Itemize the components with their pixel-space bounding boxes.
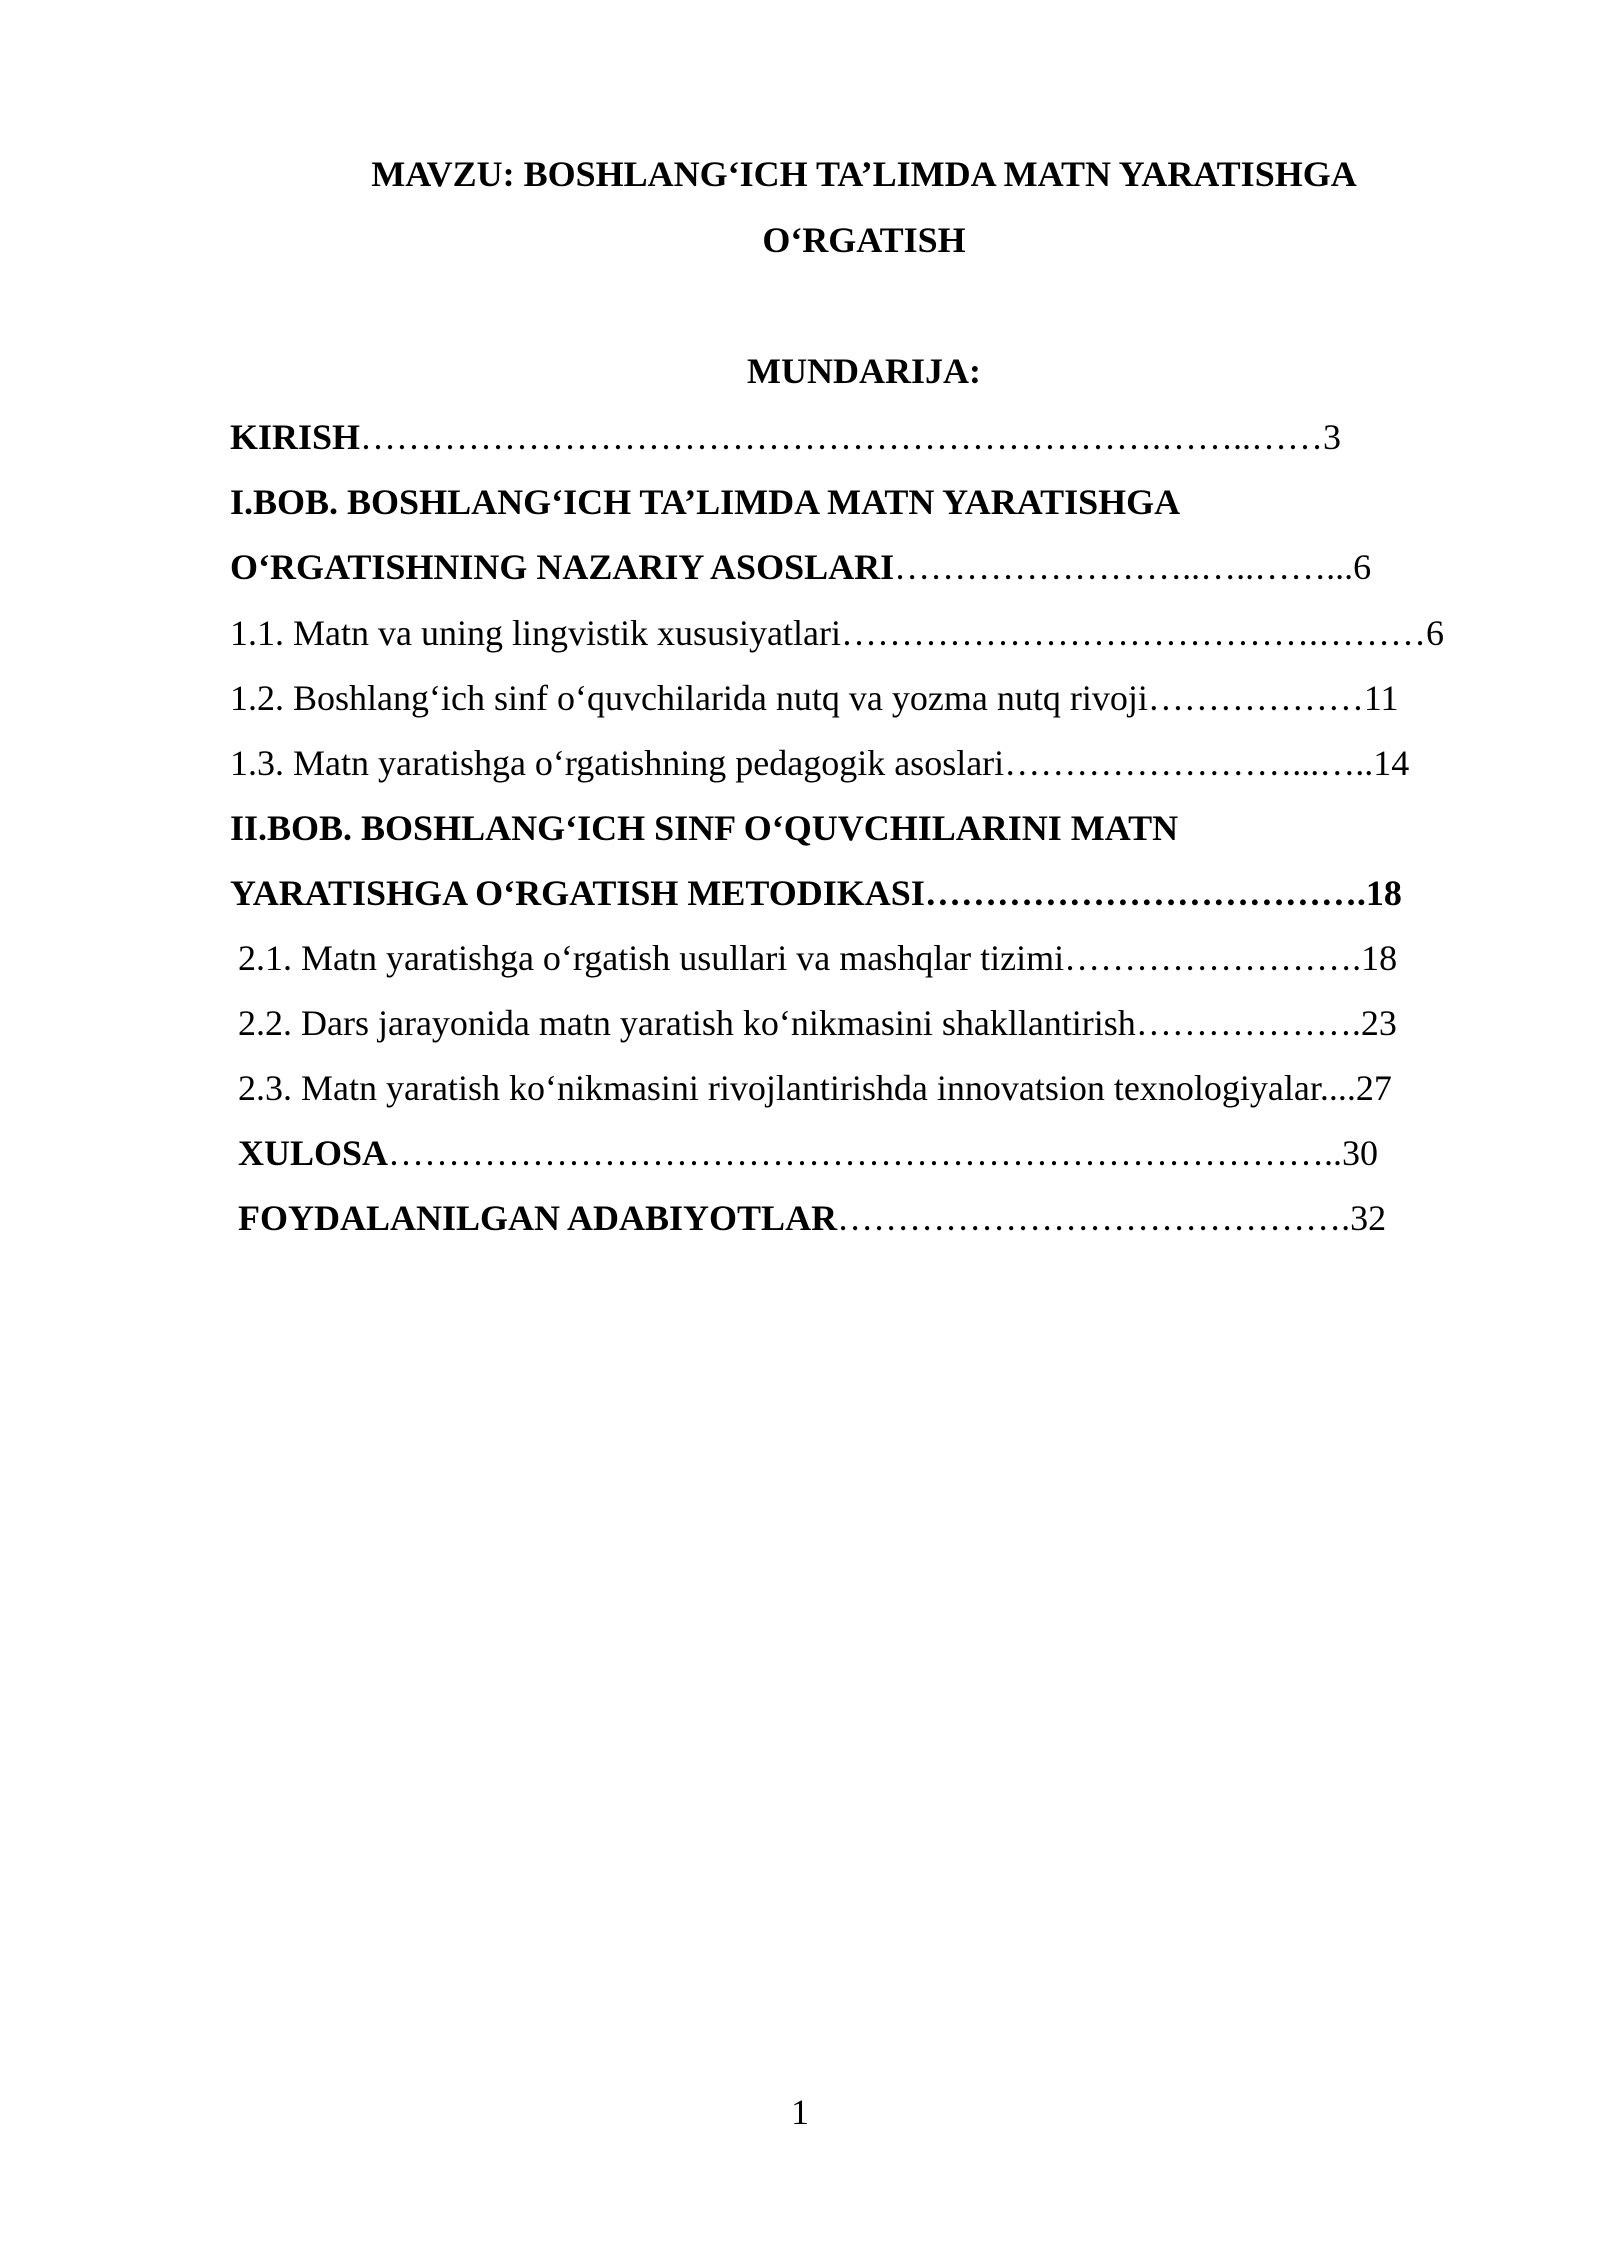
toc-entry-chapter-1-line-2: [230, 547, 1371, 587]
toc-entry-page: 18: [1365, 873, 1402, 913]
toc-entry-text: O‘RGATISHNING NAZARIY ASOSLARI: [230, 547, 895, 587]
toc-heading: MUNDARIJA:: [747, 351, 981, 391]
toc-entry-page: 30: [1342, 1133, 1379, 1173]
toc-entry-text: XULOSA: [238, 1133, 389, 1173]
toc-entry-text: 2.1. Matn yaratishga o‘rgatish usullari va mashqlar tizimi: [238, 938, 1065, 978]
toc-entry-text: I.BOB. BOSHLANG‘ICH TA’LIMDA MATN YARATISHGA: [230, 482, 1181, 522]
toc-entry-page: 14: [1373, 743, 1410, 783]
toc-entry-page: 32: [1350, 1198, 1387, 1238]
toc-entry-text: 2.2. Dars jarayonida matn yaratish ko‘nikmasini shakllantirish: [238, 1003, 1136, 1043]
toc-entry-page: 11: [1363, 678, 1399, 718]
document-title-line-2: O‘RGATISH: [762, 220, 966, 260]
toc-entry-chapter-1-line-1: [230, 482, 1180, 522]
toc-entry-dots: ……………….: [1135, 1003, 1361, 1043]
toc-entry-xulosa: [238, 1133, 1378, 1173]
toc-entry-page: 3: [1323, 417, 1342, 457]
toc-entry-chapter-2-line-2: [230, 873, 1402, 913]
toc-entry-dots: ……………………..…..……..: [894, 547, 1345, 587]
toc-entry-dots: ………………: [1147, 678, 1364, 718]
toc-entry-dots: ....: [1319, 1068, 1356, 1108]
toc-entry-references: [238, 1198, 1386, 1238]
toc-entry-2-2: [238, 1003, 1397, 1043]
toc-entry-dots: ……………………...…..: [1004, 743, 1374, 783]
toc-entry-dots: …………………………………….: [837, 1198, 1351, 1238]
toc-entry-1-2: [230, 678, 1399, 718]
toc-entry-dots: ………………………………….………: [840, 613, 1426, 653]
document-title-line-1: MAVZU: BOSHLANG‘ICH TA’LIMDA MATN YARATISHGA: [371, 154, 1357, 194]
toc-entry-page: 6: [1425, 613, 1444, 653]
toc-entry-page: 18: [1361, 938, 1398, 978]
page-number: 1: [791, 2092, 809, 2132]
toc-entry-text: II.BOB. BOSHLANG‘ICH SINF O‘QUVCHILARINI MATN: [230, 808, 1179, 848]
toc-entry-text: 2.3. Matn yaratish ko‘nikmasini rivojlantirishda innovatsion texnologiyalar: [238, 1068, 1320, 1108]
toc-entry-page: 23: [1360, 1003, 1397, 1043]
toc-entry-dots: …………………….: [1064, 938, 1362, 978]
toc-entry-text: 1.1. Matn va uning lingvistik xususiyatlari: [230, 613, 841, 653]
toc-entry-2-1: [238, 938, 1397, 978]
toc-entry-text: KIRISH: [230, 417, 361, 457]
toc-entry-page: 27: [1355, 1068, 1392, 1108]
toc-entry-dots: ……………………………………………………………………..: [388, 1133, 1343, 1173]
toc-entry-1-3: [230, 743, 1409, 783]
toc-entry-text: YARATISHGA O‘RGATISH METODIKASI: [230, 873, 925, 913]
toc-entry-kirish: [230, 417, 1341, 457]
toc-entry-1-1: [230, 613, 1444, 653]
toc-entry-2-3: [238, 1068, 1392, 1108]
toc-entry-dots: ……………………………….: [924, 873, 1366, 913]
toc-entry-text: FOYDALANILGAN ADABIYOTLAR: [238, 1198, 838, 1238]
toc-entry-page: .6: [1344, 547, 1372, 587]
toc-entry-chapter-2-line-1: [230, 808, 1178, 848]
toc-entry-text: 1.2. Boshlang‘ich sinf o‘quvchilarida nutq va yozma nutq rivoji: [230, 678, 1148, 718]
toc-entry-dots: ………………………………………………………….……..……: [360, 417, 1324, 457]
toc-entry-text: 1.3. Matn yaratishga o‘rgatishning pedagogik asoslari: [230, 743, 1005, 783]
